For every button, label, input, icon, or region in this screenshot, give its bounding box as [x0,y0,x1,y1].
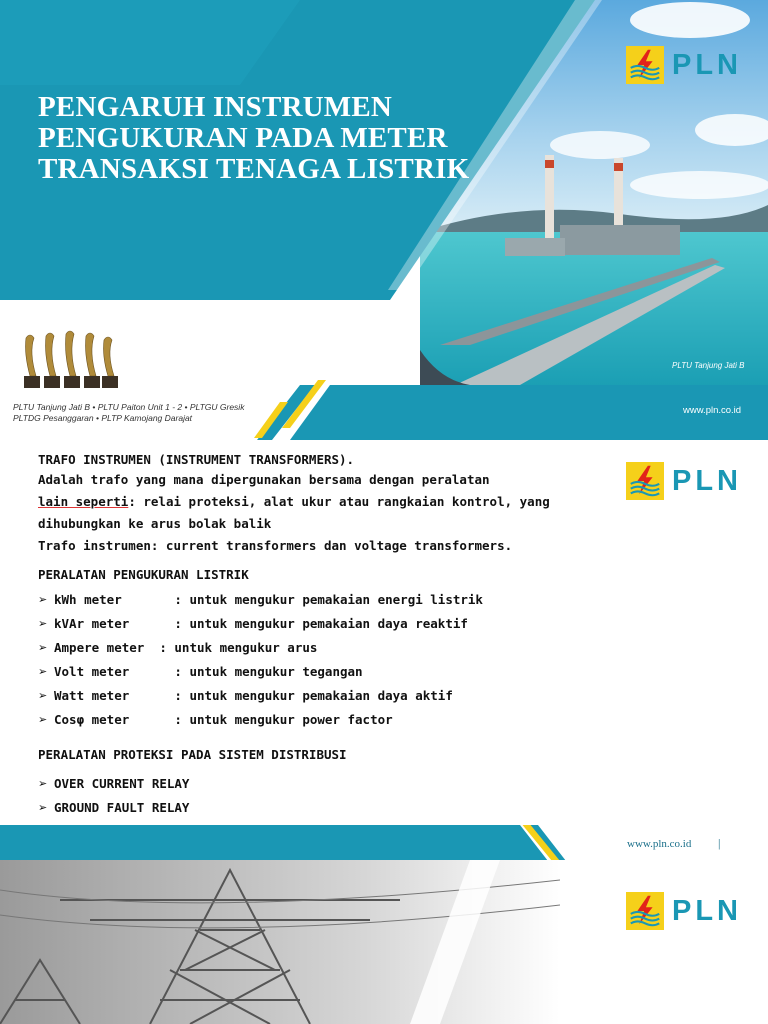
transmission-tower-image [0,860,560,1024]
pln-logo [626,46,742,84]
pln-lightning-icon [626,892,664,930]
list-item: ➢ kVAr meter : untuk mengukur pemakaian daya reaktif [38,612,608,636]
heading-measurement: PERALATAN PENGUKURAN LISTRIK [38,567,249,582]
pln-logo-text: PLN [672,48,742,81]
definition-line-3: dihubungkan ke arus bolak balik [38,516,272,531]
measurement-list [38,588,608,732]
list-item: ➢ Ampere meter : untuk mengukur arus [38,636,608,660]
definition-rest: : relai proteksi, alat ukur atau rangkaian kontrol, yang [128,494,550,509]
plant-list-line-1: PLTU Tanjung Jati B • PLTU Paiton Unit 1 - 2 • PLTGU Gresik [13,402,245,412]
website-url[interactable]: www.pln.co.id [683,405,742,416]
pln-logo [626,462,742,500]
arrow-bullet-icon: ➢ [38,665,48,678]
pln-logo-text: PLN [672,894,742,927]
arrow-bullet-icon: ➢ [38,689,48,702]
trafo-types-line: Trafo instrumen: current transformers dan voltage transformers. [38,538,513,553]
title-slide [0,0,768,440]
closing-slide [0,860,768,1024]
photo-caption: PLTU Tanjung Jati B [672,361,745,370]
arrow-bullet-icon: ➢ [38,617,48,630]
website-url[interactable]: www.pln.co.id [627,838,692,850]
definition-line-2 [38,490,608,514]
arrow-bullet-icon: ➢ [38,593,48,606]
plant-list-line-2: PLTDG Pesanggaran • PLTP Kamojang Darajat [13,413,193,423]
arrow-bullet-icon: ➢ [38,801,48,814]
footer-separator: | [718,836,721,850]
list-item: ➢ Watt meter : untuk mengukur pemakaian daya aktif [38,684,608,708]
arrow-bullet-icon: ➢ [38,641,48,654]
section-title-trafo: TRAFO INSTRUMEN (INSTRUMENT TRANSFORMERS). [38,452,355,467]
pln-lightning-icon [626,462,664,500]
list-item: ➢ Volt meter : untuk mengukur tegangan [38,660,608,684]
heading-protection: PERALATAN PROTEKSI PADA SISTEM DISTRIBUSI [38,747,347,762]
arrow-bullet-icon: ➢ [38,777,48,790]
content-slide [0,440,768,860]
pln-logo-text: PLN [672,464,742,497]
definition-line-1: Adalah trafo yang mana dipergunakan bersama dengan peralatan [38,472,490,487]
pln-logo [626,892,742,930]
arrow-bullet-icon: ➢ [38,713,48,726]
list-item: ➢ Cosφ meter : untuk mengukur power factor [38,708,608,732]
definition-term: lain seperti [38,494,129,509]
list-item: ➢ GROUND FAULT RELAY [38,796,608,820]
list-item: ➢ OVER CURRENT RELAY [38,772,608,796]
pln-lightning-icon [626,46,664,84]
slide-body [38,450,608,820]
slide-title: PENGARUH INSTRUMEN PENGUKURAN PADA METER TRANSAKSI TENAGA LISTRIK [38,91,470,185]
power-plant-list [13,402,244,424]
protection-list [38,772,608,820]
list-item: ➢ kWh meter : untuk mengukur pemakaian energi listrik [38,588,608,612]
